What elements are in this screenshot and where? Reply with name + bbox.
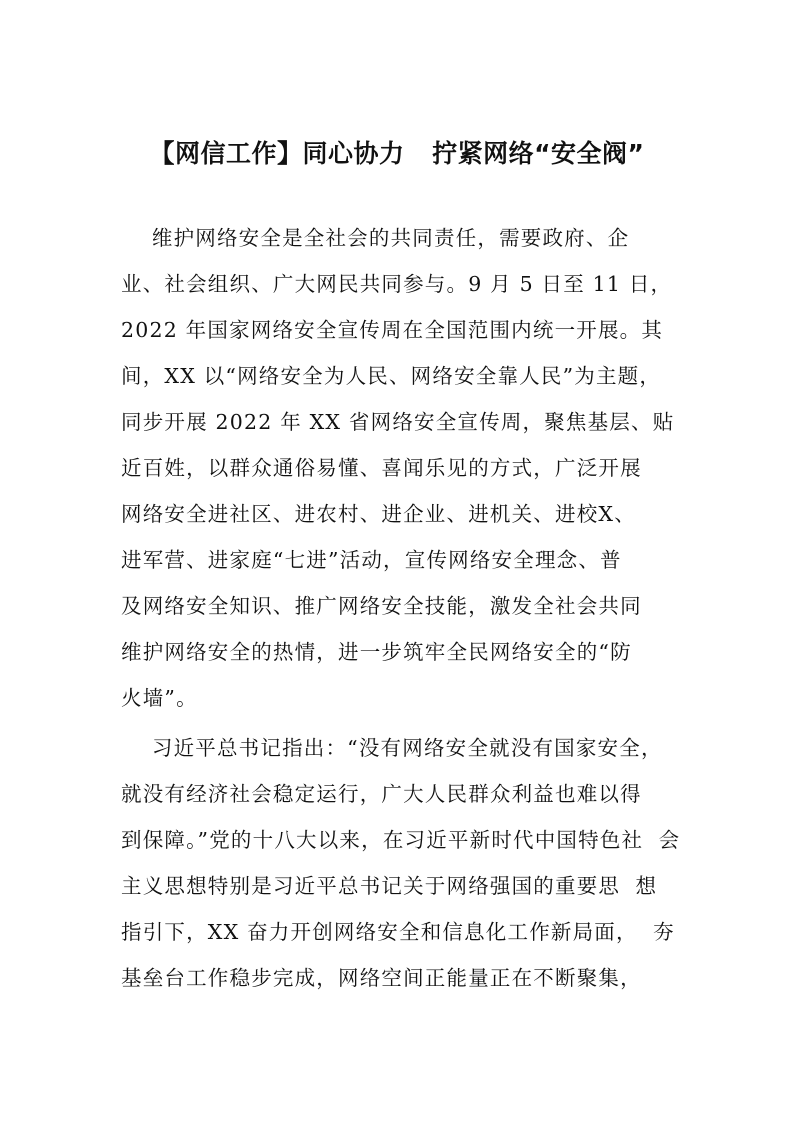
text-line: 火墙”。 [121,686,198,710]
text-line: 维护网络安全的热情，进一步筑牢全民网络安全的“防 [121,640,632,664]
text-line: 到保障。”党的十八大以来，在习近平新时代中国特色社 会 [121,828,681,852]
text-line: 就没有经济社会稳定运行，广大人民群众利益也难以得 [121,782,642,806]
text-line: 业、社会组织、广大网民共同参与。9 月 5 日至 11 日， [121,272,673,296]
text-line: 主义思想特别是习近平总书记关于网络强国的重要思 想 [121,874,658,898]
document-title: 【网信工作】同心协力 拧紧网络“安全阀” [149,139,645,168]
text-line: 2022 年国家网络安全宣传周在全国范围内统一开展。其 [121,318,664,342]
text-line: 指引下，XX 奋力开创网络安全和信息化工作新局面， 夯 [121,920,675,944]
text-line: 同步开展 2022 年 XX 省网络安全宣传周，聚焦基层、贴 [121,410,675,434]
paragraph-2 [121,725,680,1001]
text-line: 及网络安全知识、推广网络安全技能，激发全社会共同 [121,594,642,618]
text-line: 维护网络安全是全社会的共同责任，需要政府、企 [121,226,630,250]
text-line: 习近平总书记指出：“没有网络安全就没有国家安全， [121,736,663,760]
text-line: 基垒台工作稳步完成，网络空间正能量正在不断聚集， [121,966,642,990]
text-line: 进军营、进家庭“七进”活动，宣传网络安全理念、普 [121,548,622,572]
text-line: 间，XX 以“网络安全为人民、网络安全靠人民”为主题， [121,364,662,388]
paragraph-1 [121,215,674,721]
text-line: 网络安全进社区、进农村、进企业、进机关、进校X、 [121,502,636,526]
text-line: 近百姓，以群众通俗易懂、喜闻乐见的方式，广泛开展 [121,456,642,480]
